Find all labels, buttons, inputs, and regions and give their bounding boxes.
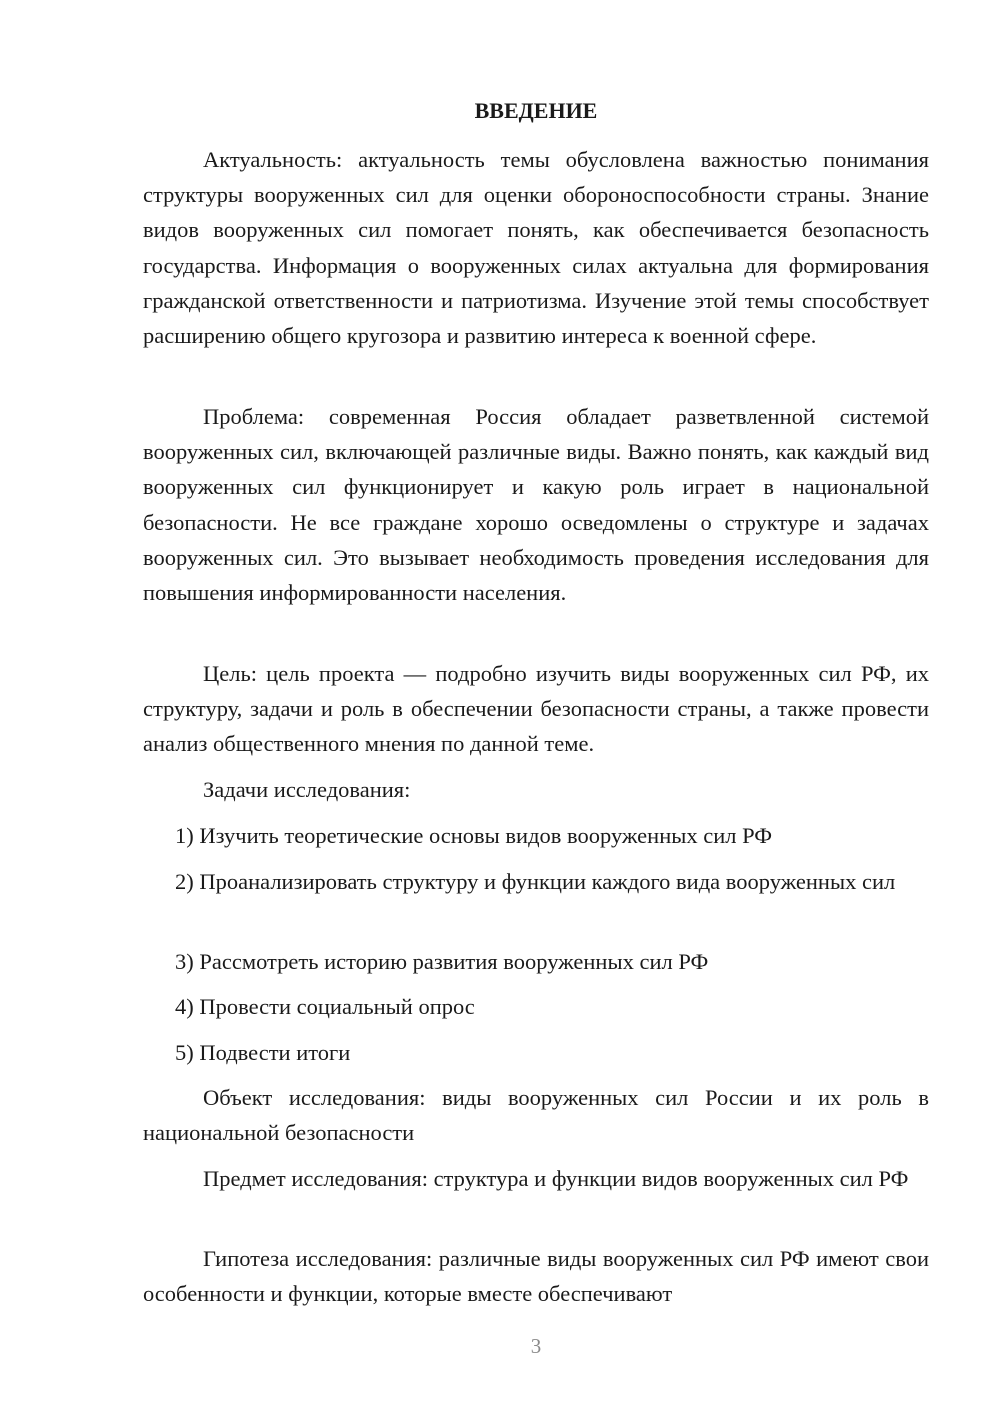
section-heading: ВВЕДЕНИЕ xyxy=(474,98,598,123)
task-item-1: 1) Изучить теоретические основы видов вооруженных сил РФ xyxy=(175,823,773,848)
hypothesis-paragraph: Гипотеза исследования: различные виды вооруженных сил РФ имеют свои особенности и функции, которые вместе обеспечивают xyxy=(143,1246,929,1307)
task-item-2: 2) Проанализировать структуру и функции каждого вида вооруженных сил xyxy=(175,869,896,894)
relevance-paragraph: Актуальность: актуальность темы обусловлена важностью понимания структуры вооруженных сил для оценки обороноспособности страны. Знание видов вооруженных сил помогает понять, как обеспечивается безопасность государства. Информация о вооруженных силах актуальна для формирования гражданской ответственности и патриотизма. Изучение этой темы способствует расширению общего кругозора и развитию интереса к военной сфере. xyxy=(143,147,929,349)
tasks-title: Задачи исследования: xyxy=(203,777,411,802)
task-item-3: 3) Рассмотреть историю развития вооруженных сил РФ xyxy=(175,949,709,974)
subject-paragraph: Предмет исследования: структура и функции видов вооруженных сил РФ xyxy=(203,1166,909,1191)
problem-paragraph: Проблема: современная Россия обладает разветвленной системой вооруженных сил, включающей различные виды. Важно понять, как каждый вид вооруженных сил функционирует и какую роль играет в национальной безопасности. Не все граждане хорошо осведомлены о структуре и задачах вооруженных сил. Это вызывает необходимость проведения исследования для повышения информированности населения. xyxy=(143,404,929,606)
task-item-4: 4) Провести социальный опрос xyxy=(175,994,475,1019)
task-item-5: 5) Подвести итоги xyxy=(175,1040,351,1065)
goal-paragraph: Цель: цель проекта — подробно изучить виды вооруженных сил РФ, их структуру, задачи и роль в обеспечении безопасности страны, а также провести анализ общественного мнения по данной теме. xyxy=(143,661,929,757)
object-paragraph: Объект исследования: виды вооруженных сил России и их роль в национальной безопасности xyxy=(143,1085,929,1146)
page-number: 3 xyxy=(530,1334,542,1358)
